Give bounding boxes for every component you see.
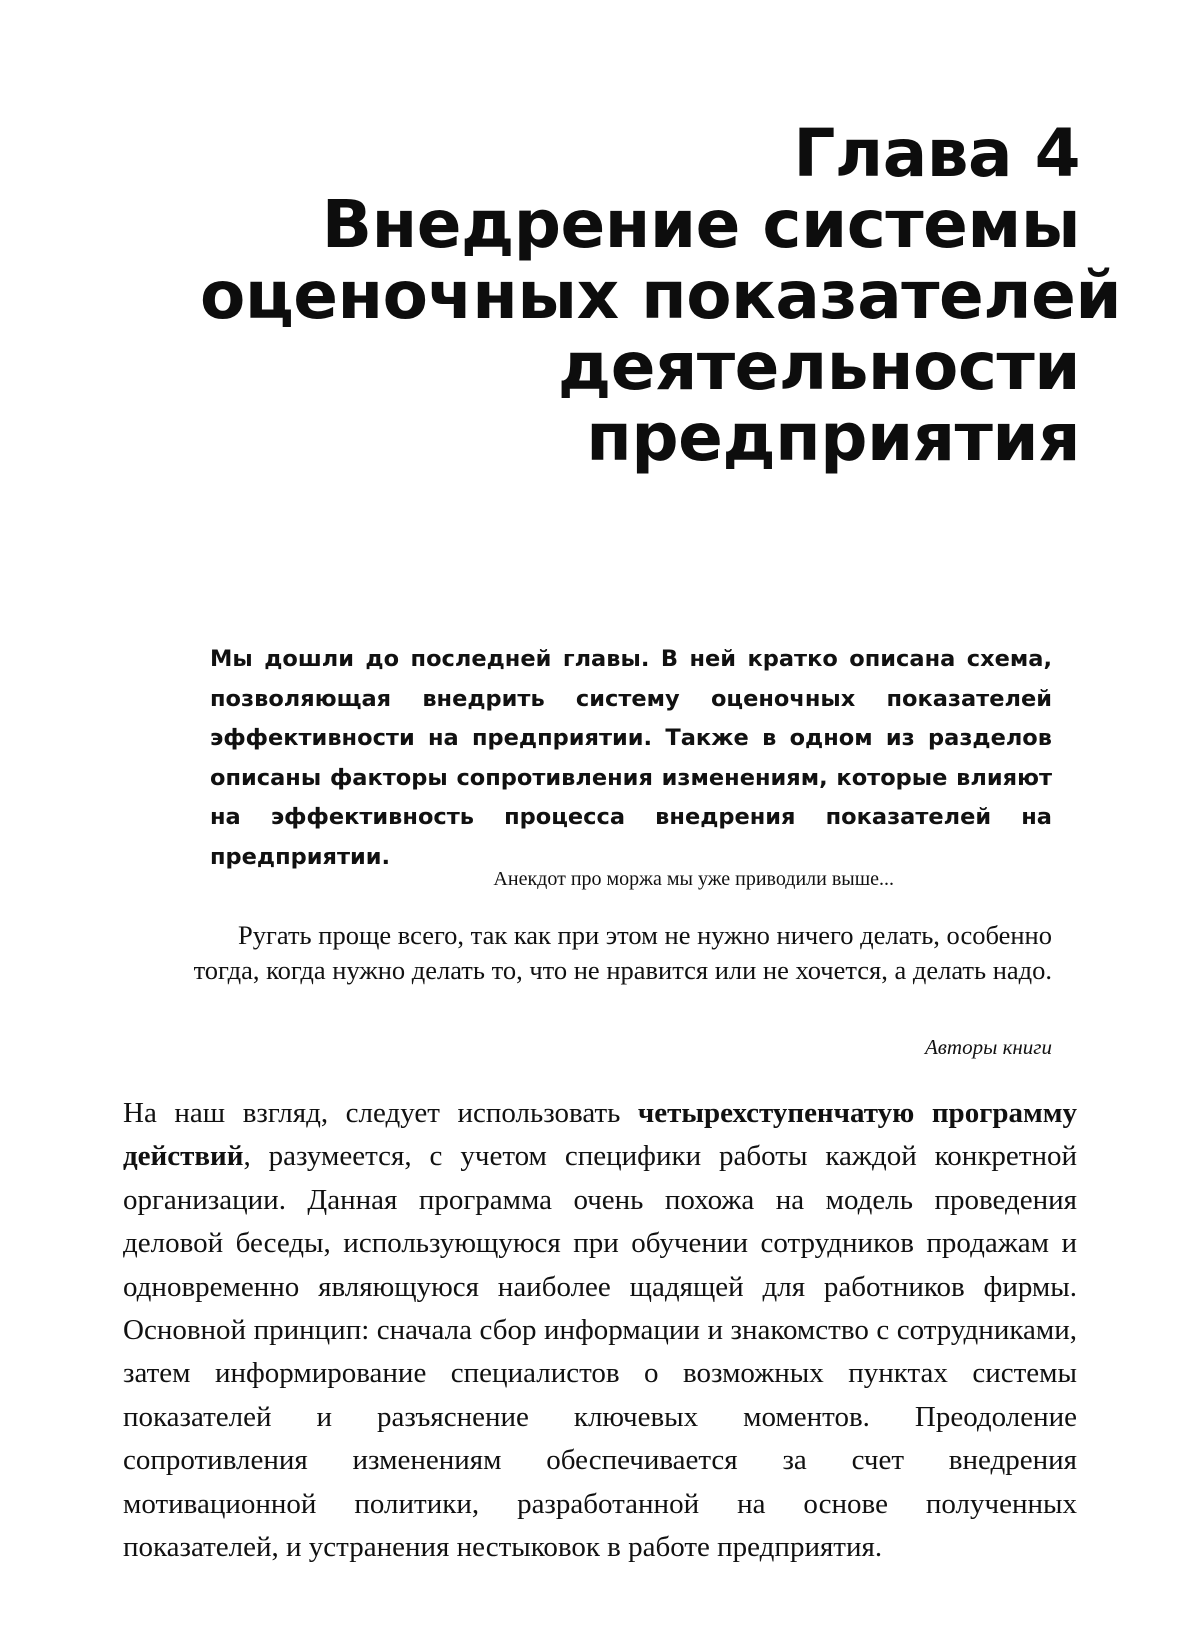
- body-paragraph: [123, 1092, 1077, 1569]
- chapter-heading: [200, 115, 1122, 476]
- anecdote-note: Анекдот про моржа мы уже приводили выше...: [493, 868, 894, 890]
- chapter-intro: Мы дошли до последней главы. В ней кратко описана схема, позволяющая внедрить систему оценочных показателей эффективности на предприятии. Также в одном из разделов описаны факторы сопротивления изменениям, которые влияют на эффективность процесса внедрения показателей на предприятии.: [210, 646, 1052, 870]
- chapter-title-line-2: оценочных показателей: [200, 257, 1122, 334]
- epigraph-quote: Ругать проще всего, так как при этом не нужно ничего делать, особенно тогда, когда нужно делать то, что не нравится или не хочется, а делать надо.: [193, 920, 1052, 985]
- chapter-title-line-3: деятельности: [557, 328, 1080, 405]
- chapter-number: Глава 4: [793, 115, 1080, 192]
- body-emphasis: четырехступенчатую программу действий: [123, 1097, 1077, 1173]
- body-lead: На наш взгляд, следует использовать: [123, 1097, 638, 1129]
- epigraph-author: Авторы книги: [924, 1035, 1052, 1059]
- chapter-title-line-1: Внедрение системы: [321, 186, 1080, 263]
- body-rest: , разумеется, с учетом специфики работы каждой конкретной организации. Данная программа очень похожа на модель проведения деловой беседы, использующуюся при обучении сотрудников продажам и одновременно являющуюся наиболее щадящей для работников фирмы. Основной принцип: сначала сбор информации и знакомство с сотрудниками, затем информирование специалистов о возможных пунктах системы показателей и разъяснение ключевых моментов. Преодоление сопротивления изменениям обеспечивается за счет внедрения мотивационной политики, разработанной на основе полученных показателей, и устранения нестыковок в работе предприятия.: [123, 1140, 1077, 1564]
- chapter-title-line-4: предприятия: [586, 399, 1080, 476]
